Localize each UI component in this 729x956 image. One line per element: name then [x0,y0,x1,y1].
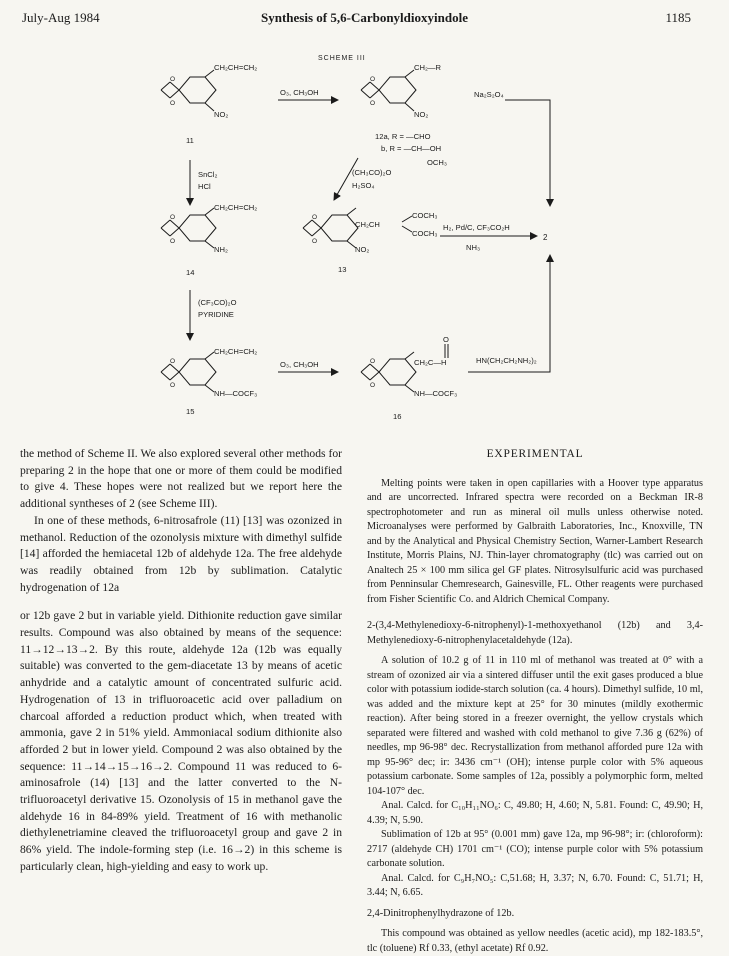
experimental-general: Melting points were taken in open capillaries with a Hoover type apparatus and are uncorrected. Infrared spectra were recorded on a Beckman IR-8 spectrophotometer and run as mineral oil mulls unless otherwise noted. Microanalyses were performed by Galbraith Laboratories, Inc., Knoxville, TN and by the Analytical and Physical Chemistry Section, Warner-Lambert Research Institute, Morris Plains, NJ. Thin-layer chromatography (tlc) was carried out on Analtech 25 × 100 mm silica gel GF plates. Nitrosylsulfuric acid was purchased from Penninsular Chemresearch, Gainesville, FL. Other reagents were purchased from Fisher Scientific Co. and Aldrich Chemical Company. [367,477,703,605]
arrow-12-to-2 [505,100,550,206]
compound-12a-label: 12a, R = —CHO [375,132,431,141]
hydrazone-subheading: 2,4-Dinitrophenylhydrazone of 12b. [367,907,515,919]
tfaa-reagent: (CF₃CO)₂O [198,298,237,307]
right-column [367,446,703,956]
c13-acetate-bottom: COCH₃ [412,229,438,238]
c16-amide: NH—COCF₃ [414,389,458,398]
c14-amine: NH₂ [214,245,228,254]
ozonolysis-reagent-2: O₃, CH₃OH [280,360,319,369]
compound-12-procedure: A solution of 10.2 g of 11 in 110 ml of methanol was treated at 0° with a stream of ozonized air via a sintered diffuser until the exit gases produced a blue color with potassium iodide-starch solution (ca. 4 hours). Dimethyl sulfide, 10 ml, was added and the mixture kept at 25° for 30 minutes (mildly exothermic reaction). After being stored in a freezer overnight, the yellow crystals which separated were filtered and washed with cold methanol to give 7.36 g (62%) of needles, mp 96-98° dec. Recrystallization from methanol afforded pure 12a with mp 95-96° dec; ir: 3436 cm⁻¹ (OH); intense purple color with 5% aqueous potassium carbonate. Some samples of 12a, possibly a polymorphic form, melted 104-107° dec. [367,655,703,797]
left-paragraph-3: or 12b gave 2 but in variable yield. Dithionite reduction gave similar results. Compound was also obtained by means of the sequence: 11→12→13→2. By this route, aldehyde 12a (12b was equally suitable) was converted to the gem-diacetate 13 by means of acetic anhydride and a catalytic amount of concentrated sulfuric acid. Hydrogenation of 13 in trifluoroacetic acid over palladium on charcoal afforded a reduction product which, when treated with ammonia, gave 2 in 51% yield. Ammoniacal sodium dithionite also afforded 2 but in lower yield. Compound 2 was also obtained by the sequence: 11→14→15→16→2. Compound 11 was reduced to 6-aminosafrole (14) [13] and the latter converted to the N-trifluoroacetyl derivative 15. Ozonolysis of 15 in methanol gave the aldehyde 16 in 84-89% yield. Treatment of 16 with methanolic diethylenetriamine cleaved the trifluoroacetyl group and gave 2 in 86% yield. The indole-forming step (i.e. 16→2) in this scheme is particularly clean, high-yielding and easy to work up. [20,609,342,873]
c16-substituent: CH₂C—H [414,358,447,367]
c12-o-top: O [370,76,376,83]
compound-11-label: 11 [186,136,194,145]
sncl2-reagent: SnCl₂ [198,170,218,179]
arrow-16-to-2 [468,255,550,372]
left-paragraph-2: In one of these methods, 6-nitrosafrole (11) [13] was ozonized in methanol. Reduction of the ozonolysis mixture with dimethyl sulfide [14] afforded the hemiacetal 12b of aldehyde 12a. The free aldehyde was readily obtained from 12b by sublimation. Catalytic hydrogenation of 12a [20,513,342,594]
c16-o-bot: O [370,382,376,389]
c13-substituent: CH₂CH [355,220,380,229]
c15-amide: NH—COCF₃ [214,389,258,398]
dithionite-reagent: Na₂S₂O₄ [474,90,504,99]
ammonia-reagent: NH₃ [466,243,481,252]
scheme-title: SCHEME III [318,55,366,62]
compound-16-label: 16 [393,412,402,421]
running-header-date: July-Aug 1984 [22,10,100,25]
c15-substituent: CH₂CH=CH₂ [214,347,258,356]
diethylenetriamine-reagent: HN(CH₂CH₂NH₂)₂ [476,356,537,365]
analysis-12a: Anal. Calcd. for C₉H₇NO₅: C,51.68; H, 3.37; N, 6.70. Found: C, 51.71; H, 3.44; N, 6.65. [367,872,703,899]
c11-nitro: NO₂ [214,110,229,119]
hydrazone-procedure: This compound was obtained as yellow needles (acetic acid), mp 182-183.5°, tlc (toluene) Rf 0.33, (ethyl acetate) Rf 0.92. [367,928,703,954]
c13-o-top: O [312,214,318,221]
compound-15-label: 15 [186,407,195,416]
sublimation-paragraph: Sublimation of 12b at 95° (0.001 mm) gave 12a, mp 96-98°; ir: (chloroform): 2717 (aldehyde CH) 1701 cm⁻¹ (CO); intense purple color with 5% potassium carbonate solution. [367,829,703,870]
analysis-12b: Anal. Calcd. for C₁₀H₁₁NO₆: C, 49.80; H, 4.60; N, 5.81. Found: C, 49.90; H, 4.39; N, 5.90. [367,800,703,826]
reaction-scheme [0,44,729,424]
c15-o-bot: O [170,382,176,389]
c12-nitro: NO₂ [414,110,429,119]
hcl-reagent: HCl [198,182,211,191]
running-header-title: Synthesis of 5,6-Carbonyldioxyindole [261,10,468,25]
c12-o-bot: O [370,100,376,107]
c13-o-bot: O [312,238,318,245]
page-number: 1185 [665,10,691,25]
c11-substituent: CH₂CH=CH₂ [214,63,258,72]
c13-nitro: NO₂ [355,245,370,254]
c12-substituent: CH₂—R [414,63,441,72]
product-2-label: 2 [543,233,548,242]
c16-carbonyl-o: O [443,335,449,344]
experimental-heading: EXPERIMENTAL [486,448,584,460]
hydrogenation-reagent: H₂, Pd/C, CF₃CO₂H [443,223,510,232]
c13-acetate-top: COCH₃ [412,211,438,220]
c16-o-top: O [370,358,376,365]
sulfuric-acid-reagent: H₂SO₄ [352,181,375,190]
c14-substituent: CH₂CH=CH₂ [214,203,258,212]
c11-o-bot: O [170,100,176,107]
left-paragraph-1: the method of Scheme II. We also explored several other methods for preparing 2 in the hope that one or more of them could be modified to give 4. These hopes were not realized but we report here the additional syntheses of 2 (see Scheme III). [20,447,342,511]
c14-o-top: O [170,214,176,221]
ozonolysis-reagent: O₃, CH₃OH [280,88,319,97]
acetic-anhydride-reagent: (CH₃CO)₂O [352,168,392,177]
compound-13-label: 13 [338,265,347,274]
pyridine-reagent: PYRIDINE [198,310,234,319]
compound-12-subheading: 2-(3,4-Methylenedioxy-6-nitrophenyl)-1-methoxyethanol (12b) and 3,4-Methylenedioxy-6-nitrophenylacetaldehyde (12a). [367,620,703,646]
left-column [20,446,342,876]
c15-o-top: O [170,358,176,365]
compound-12b-methoxy: OCH₃ [427,158,447,167]
c11-o-top: O [170,76,176,83]
compound-12b-label: b, R = —CH—OH [381,144,442,153]
c14-o-bot: O [170,238,176,245]
compound-14-label: 14 [186,268,195,277]
arrow-12-to-13 [334,158,358,200]
